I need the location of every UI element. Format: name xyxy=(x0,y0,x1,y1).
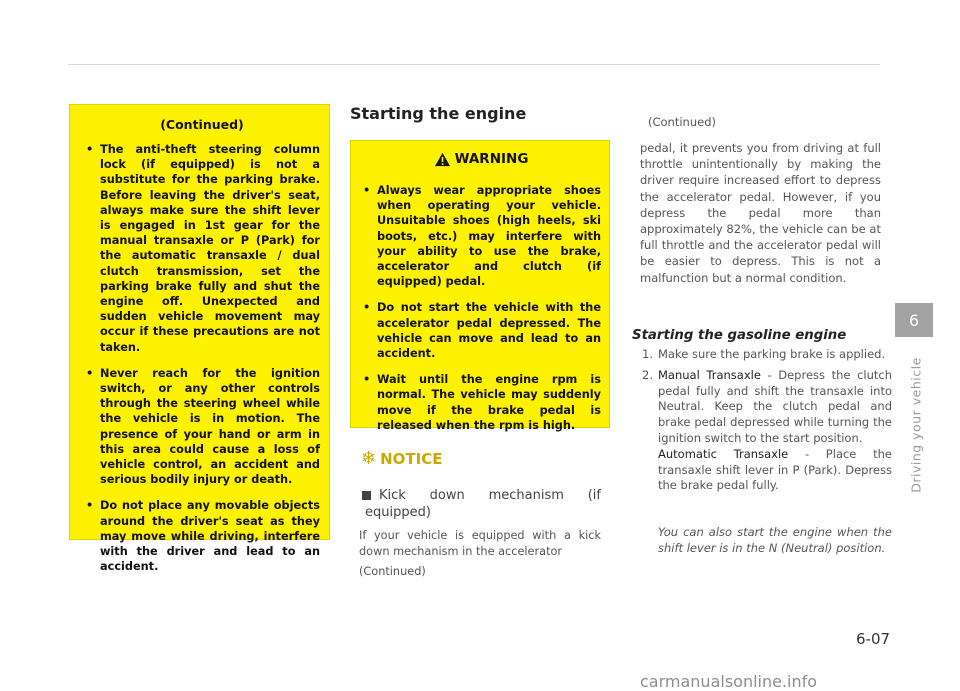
automatic-transaxle-text: - Place the transaxle shift lever in P (Park). Depress the brake pedal fully. xyxy=(658,446,892,493)
warning-header xyxy=(361,151,601,167)
chapter-title: Driving your vehicle xyxy=(908,357,924,493)
header-rule xyxy=(68,64,880,65)
notice-body: If your vehicle is equipped with a kick down mechanism in the accelerator xyxy=(359,529,601,558)
square-bullet-icon xyxy=(362,491,371,500)
step-text: Make sure the parking brake is applied. xyxy=(658,347,886,361)
continued-label: (Continued) xyxy=(359,565,426,578)
box-heading: (Continued) xyxy=(160,117,244,132)
warning-title: WARNING xyxy=(454,151,529,167)
continued-label: (Continued) xyxy=(648,115,716,129)
notice-header xyxy=(361,450,442,468)
warning-item: • Never reach for the ignition switch, or any other controls through the steering wheel while the vehicle is in motion. The presence of your hand or arm in this area could cause a loss of vehicle control, an accident and serious bodily injury or death. xyxy=(84,366,320,488)
warning-triangle-icon xyxy=(434,152,451,167)
warning-box xyxy=(350,140,610,432)
warning-list xyxy=(361,183,601,433)
procedure-steps xyxy=(640,347,892,499)
notice-item-title-line1: Kick down mechanism (if xyxy=(379,488,601,503)
warning-list xyxy=(84,142,320,574)
manual-transaxle-label: Manual Transaxle xyxy=(658,367,761,382)
step-number: 1. xyxy=(642,347,653,361)
warning-item: • Wait until the engine rpm is normal. The vehicle may suddenly move if the brake pedal is released when the rpm is high. xyxy=(361,372,601,433)
subsection-title: Starting the gasoline engine xyxy=(632,328,847,343)
section-title: Starting the engine xyxy=(350,104,527,123)
notice-title: NOTICE xyxy=(380,450,443,468)
step-2 xyxy=(640,368,892,494)
paragraph: pedal, it prevents you from driving at full throttle unintentionally by making the driver require increased effort to depress the accelerator pedal. However, if you depress the pedal more than approximately 82%, the vehicle can be at full throttle and the accelerator pedal will be easier to depress. This is not a malfunction but a normal condition. xyxy=(640,141,881,285)
notice-item-title-line2: equipped) xyxy=(365,505,431,520)
notice-item-title xyxy=(362,487,601,521)
step-1 xyxy=(640,347,892,363)
italic-note: You can also start the engine when the shift lever is in the N (Neutral) position. xyxy=(658,525,892,555)
warning-item: • The anti-theft steering column lock (if equipped) is not a substitute for the parking brake. Before leaving the driver's seat, always make sure the shift lever is engaged in 1st gear for the manual transaxle or P (Park) for the automatic transaxle / dual clutch transmission, set the parking brake fully and shut the engine off. Unexpected and sudden vehicle movement may occur if these precautions are not taken. xyxy=(84,142,320,355)
warning-item: • Always wear appropriate shoes when operating your vehicle. Unsuitable shoes (high heels, ski boots, etc.) may interfere with your ability to use the brake, accelerator and clutch (if equipped) pedal. xyxy=(361,183,601,289)
continued-warning-box xyxy=(69,104,330,574)
chapter-tab: 6 xyxy=(895,303,933,337)
snowflake-icon: ❄ xyxy=(361,448,377,469)
warning-item: • Do not place any movable objects around the driver's seat as they may move while driving, interfere with the driver and lead to an accident. xyxy=(84,498,320,574)
manual-transaxle-text: - Depress the clutch pedal fully and shift the transaxle into Neutral. Keep the clutch pedal and brake pedal depressed while turning the ignition switch to the start position. xyxy=(658,367,892,445)
page-number: 6-07 xyxy=(856,630,891,648)
step-number: 2. xyxy=(642,367,653,382)
automatic-transaxle-label: Automatic Transaxle xyxy=(658,446,789,461)
watermark: carmanualsonline.info xyxy=(640,672,818,691)
warning-item: • Do not start the vehicle with the accelerator pedal depressed. The vehicle can move and lead to an accident. xyxy=(361,300,601,361)
